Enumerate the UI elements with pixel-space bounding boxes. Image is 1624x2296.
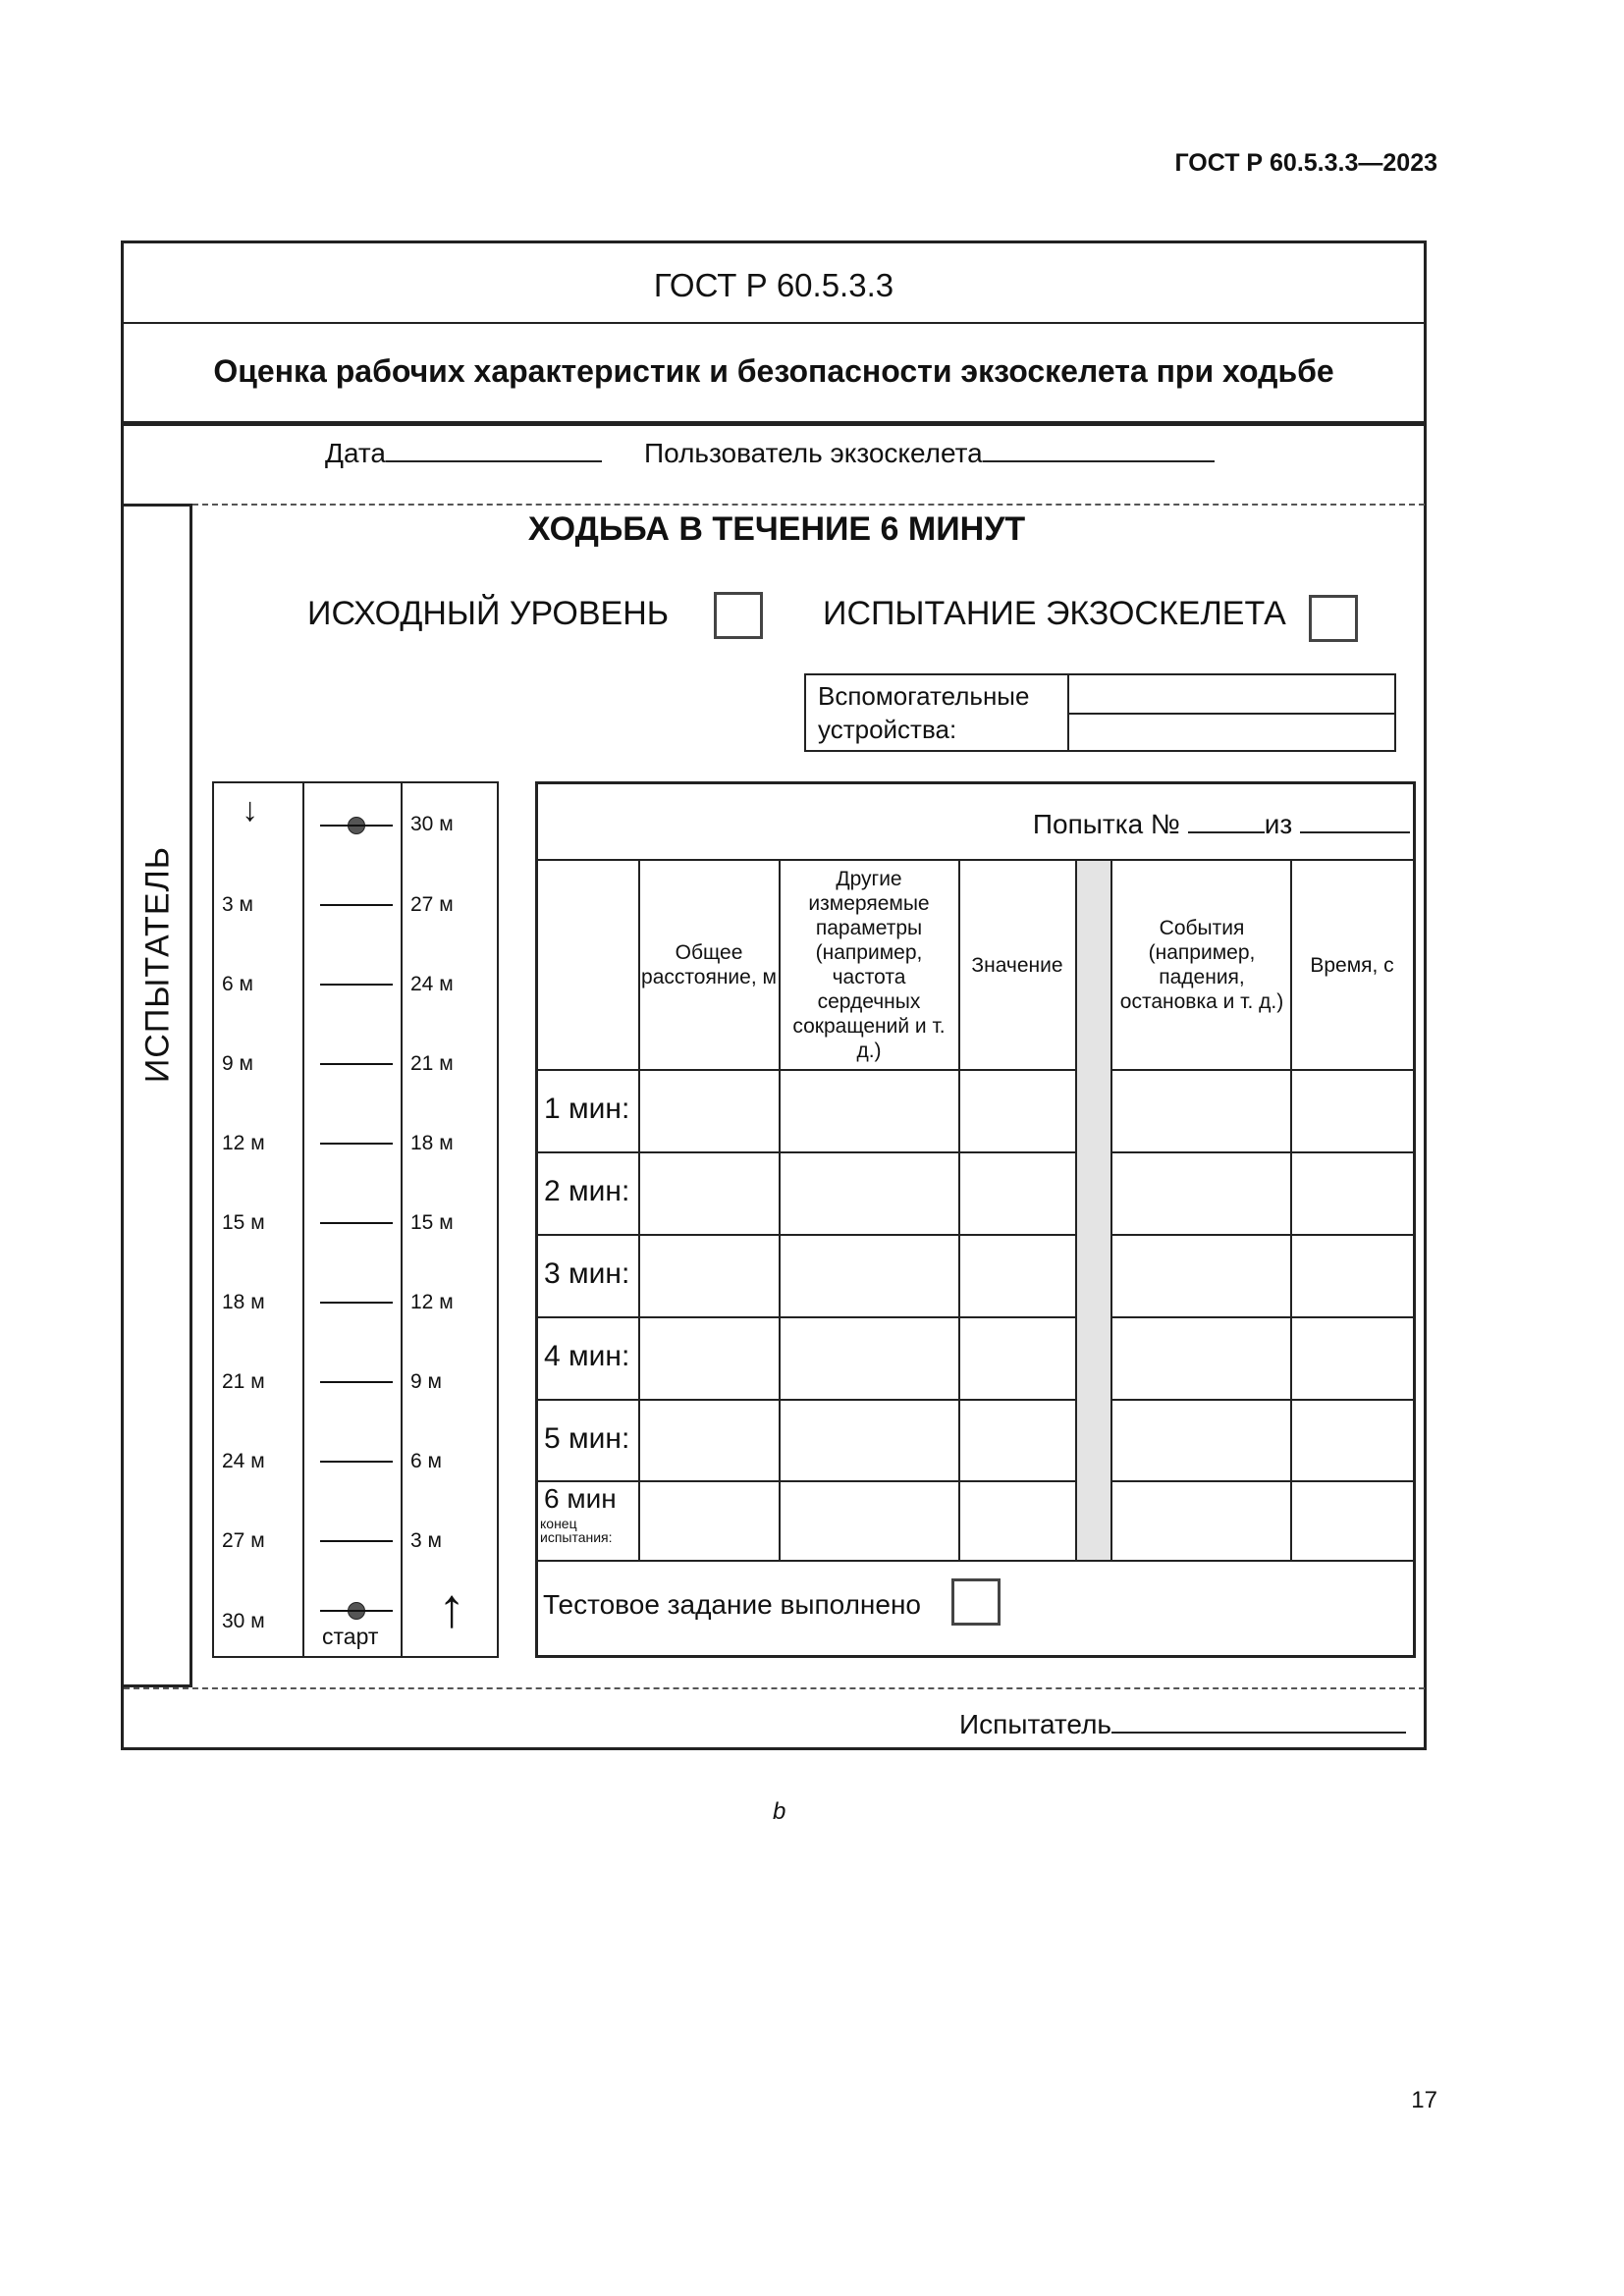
form-title: Оценка рабочих характеристик и безопасности экзоскелета при ходьбе bbox=[213, 353, 1334, 389]
track-left-mark: 18 м bbox=[222, 1291, 265, 1313]
divider bbox=[124, 421, 1424, 426]
baseline-label: ИСХОДНЫЙ УРОВЕНЬ bbox=[307, 595, 670, 632]
tester-side-label: ИСПЫТАТЕЛЬ bbox=[138, 845, 177, 1084]
track-right-mark: 15 м bbox=[410, 1211, 454, 1234]
arrow-up-icon: ↑ bbox=[438, 1576, 465, 1638]
row-label-4-min: 4 мин: bbox=[544, 1340, 630, 1372]
divider bbox=[1112, 1316, 1413, 1318]
aux-devices-label: Вспомогательные устройства: bbox=[818, 681, 1030, 744]
task-completed-label: Тестовое задание выполнено bbox=[543, 1589, 921, 1620]
track-left-mark: 6 м bbox=[222, 973, 253, 995]
tester-signature-field[interactable] bbox=[959, 1706, 1406, 1740]
dashed-divider bbox=[124, 1687, 1425, 1689]
track-tick bbox=[320, 825, 393, 827]
row-label-5-min: 5 мин: bbox=[544, 1422, 630, 1455]
track-tick bbox=[320, 1461, 393, 1463]
track-left-mark: 24 м bbox=[222, 1450, 265, 1472]
form-standard-code: ГОСТ Р 60.5.3.3 bbox=[653, 267, 894, 303]
track-tick bbox=[320, 984, 393, 986]
exoskeleton-test-label: ИСПЫТАНИЕ ЭКЗОСКЕЛЕТА bbox=[823, 595, 1286, 632]
track-tick bbox=[320, 1610, 393, 1612]
header-other-parameters: Другие измеряемые параметры (например, частота сердечных сокращений и т. д.) bbox=[792, 868, 946, 1062]
arrow-down-icon: ↓ bbox=[242, 791, 258, 828]
measurement-table bbox=[535, 781, 1416, 1658]
date-blank[interactable] bbox=[386, 435, 602, 462]
tester-label: Испытатель bbox=[959, 1709, 1111, 1739]
track-right-mark: 27 м bbox=[410, 893, 454, 916]
header-events: События (например, падения, остановка и т. д.) bbox=[1119, 917, 1284, 1013]
divider bbox=[1112, 1151, 1413, 1153]
row-label-2-min: 2 мин: bbox=[544, 1175, 630, 1207]
track-right-mark: 21 м bbox=[410, 1052, 454, 1075]
row-label-6-min: 6 мин bbox=[544, 1483, 617, 1514]
track-left-mark: 27 м bbox=[222, 1529, 265, 1552]
track-lane-right-edge bbox=[401, 783, 403, 1656]
track-tick bbox=[320, 1222, 393, 1224]
divider bbox=[1112, 1399, 1413, 1401]
baseline-checkbox[interactable] bbox=[714, 592, 763, 639]
exoskeleton-user-field[interactable] bbox=[644, 435, 1215, 469]
track-right-mark: 12 м bbox=[410, 1291, 454, 1313]
aux-device-field-2[interactable] bbox=[1069, 715, 1394, 750]
start-label: старт bbox=[322, 1624, 379, 1649]
track-tick bbox=[320, 1381, 393, 1383]
date-field[interactable] bbox=[325, 435, 602, 469]
figure-label: b bbox=[773, 1798, 786, 1825]
track-tick bbox=[320, 1302, 393, 1304]
attempt-total-blank[interactable] bbox=[1300, 806, 1410, 833]
row-6-end-note: конец испытания: bbox=[540, 1516, 613, 1545]
track-right-mark: 24 м bbox=[410, 973, 454, 995]
divider bbox=[538, 859, 1413, 861]
divider bbox=[538, 1480, 1075, 1482]
divider bbox=[538, 1316, 1075, 1318]
document-header-code: ГОСТ Р 60.5.3.3—2023 bbox=[1174, 149, 1437, 177]
assessment-form bbox=[121, 240, 1427, 1750]
header-total-distance: Общее расстояние, м bbox=[641, 941, 777, 988]
row-label-3-min: 3 мин: bbox=[544, 1257, 630, 1290]
divider bbox=[1112, 1480, 1413, 1482]
divider bbox=[538, 1399, 1075, 1401]
walk-test-title: ХОДЬБА В ТЕЧЕНИЕ 6 МИНУТ bbox=[527, 510, 1026, 548]
header-value: Значение bbox=[971, 953, 1063, 977]
track-right-mark: 3 м bbox=[410, 1529, 442, 1552]
attempt-label: Попытка № bbox=[1032, 809, 1180, 839]
track-right-mark: 30 м bbox=[410, 813, 454, 835]
dashed-divider bbox=[192, 504, 1425, 506]
track-tick bbox=[320, 1143, 393, 1145]
page-number: 17 bbox=[1411, 2087, 1437, 2113]
walking-track bbox=[212, 781, 499, 1658]
track-tick bbox=[320, 1063, 393, 1065]
attempt-number-blank[interactable] bbox=[1188, 806, 1265, 833]
of-label: из bbox=[1264, 809, 1293, 839]
track-lane-left-edge bbox=[302, 783, 304, 1656]
track-left-mark: 30 м bbox=[222, 1610, 265, 1632]
user-label: Пользователь экзоскелета bbox=[644, 438, 983, 468]
track-left-mark: 15 м bbox=[222, 1211, 265, 1234]
user-blank[interactable] bbox=[983, 435, 1215, 462]
divider bbox=[538, 1234, 1075, 1236]
task-completed-checkbox[interactable] bbox=[951, 1578, 1001, 1626]
date-label: Дата bbox=[325, 438, 387, 468]
track-left-mark: 12 м bbox=[222, 1132, 265, 1154]
track-right-mark: 18 м bbox=[410, 1132, 454, 1154]
tester-blank[interactable] bbox=[1111, 1706, 1406, 1734]
header-time: Время, с bbox=[1310, 953, 1394, 977]
divider bbox=[124, 322, 1424, 324]
attempt-number-line bbox=[1033, 806, 1410, 840]
exoskeleton-test-checkbox[interactable] bbox=[1309, 595, 1358, 642]
track-tick bbox=[320, 1540, 393, 1542]
track-left-mark: 3 м bbox=[222, 893, 253, 916]
aux-devices-box bbox=[804, 673, 1396, 752]
track-right-mark: 9 м bbox=[410, 1370, 442, 1393]
track-right-mark: 6 м bbox=[410, 1450, 442, 1472]
separator-column bbox=[1075, 861, 1112, 1560]
divider bbox=[1112, 1234, 1413, 1236]
track-left-mark: 9 м bbox=[222, 1052, 253, 1075]
row-label-1-min: 1 мин: bbox=[544, 1093, 630, 1125]
track-tick bbox=[320, 904, 393, 906]
divider bbox=[538, 1560, 1413, 1562]
divider bbox=[538, 1069, 1413, 1071]
track-left-mark: 21 м bbox=[222, 1370, 265, 1393]
aux-device-field-1[interactable] bbox=[1069, 675, 1394, 713]
divider bbox=[538, 1151, 1075, 1153]
